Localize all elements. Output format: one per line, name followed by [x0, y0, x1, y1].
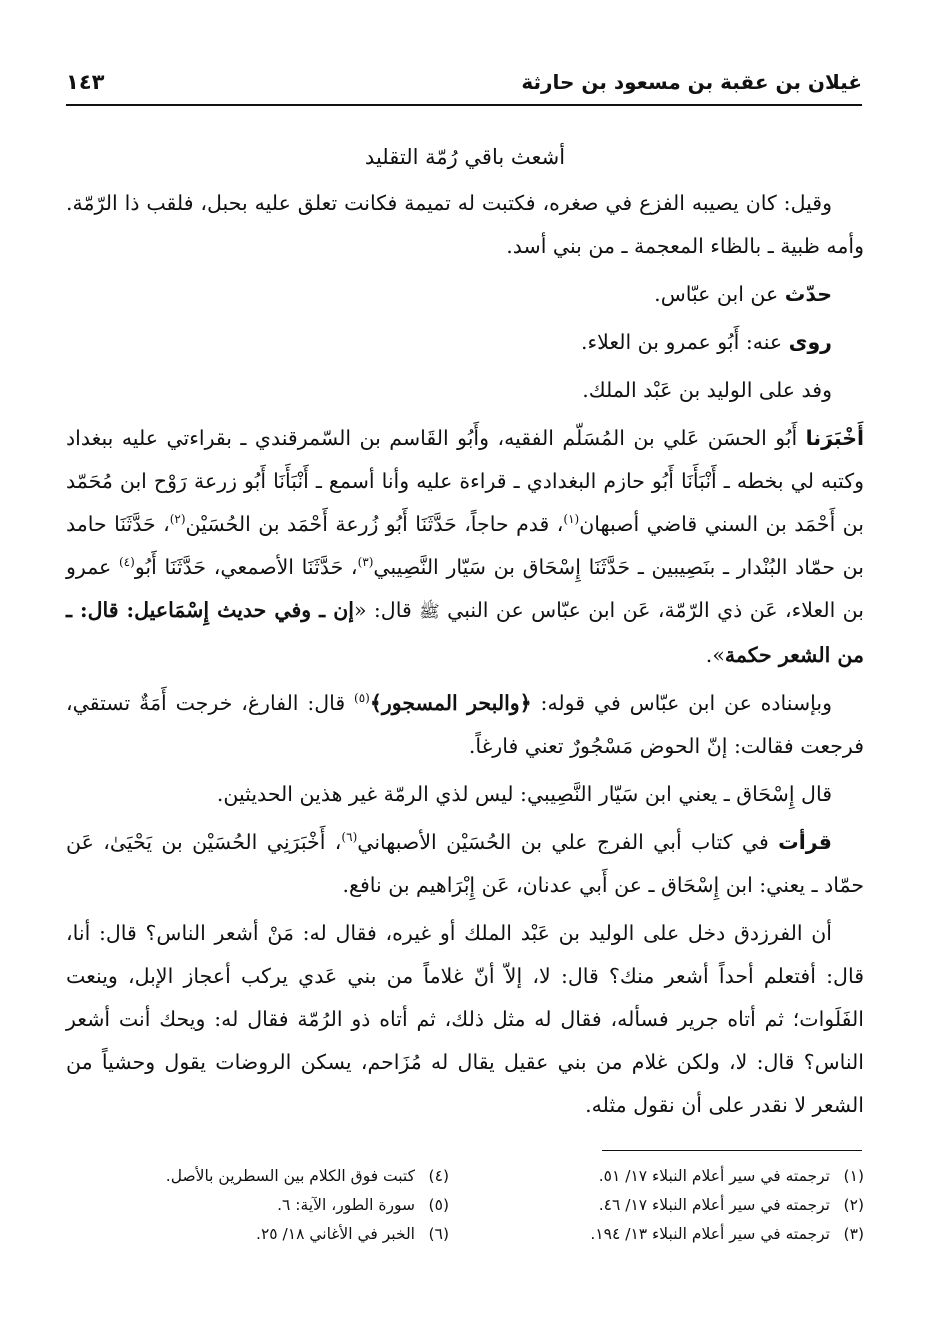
text-run: ، حَدَّثَنَا الأصمعي، حَدَّثَنَا أَبُو	[134, 555, 358, 579]
footnote-text: ترجمته في سير أعلام النبلاء ١٧/ ٥١.	[598, 1167, 830, 1185]
footnote	[64, 1162, 449, 1191]
text-run: ، قدم حاجاً، حَدَّثَنَا أَبُو زُرعة أَحْمَد بن الحُسَيْن	[185, 512, 564, 536]
page-number: ١٤٣	[66, 70, 105, 94]
paragraph	[66, 821, 864, 907]
footnote-rule	[602, 1150, 862, 1151]
keyword: حدّث	[784, 282, 832, 306]
footnote-text: ترجمته في سير أعلام النبلاء ١٧/ ٤٦.	[598, 1196, 830, 1214]
footnote-text: الخبر في الأغاني ١٨/ ٢٥.	[256, 1225, 415, 1243]
text-run: في كتاب أبي الفرج علي بن الحُسَيْن الأصبهاني	[357, 830, 779, 854]
keyword: أَخْبَرَنا	[805, 426, 864, 450]
footnote-marker: (٥)	[354, 691, 370, 706]
footnote-number: (٥)	[428, 1196, 449, 1214]
footnote	[479, 1162, 864, 1191]
keyword: قرأت	[778, 830, 832, 854]
footnote-number: (٢)	[843, 1196, 864, 1214]
paragraph	[66, 773, 864, 816]
footnote-number: (١)	[843, 1167, 864, 1185]
text-run: قال إِسْحَاق ـ يعني ابن سَيّار النَّصِيبي: ليس لذي الرمّة غير هذين الحديثين.	[216, 782, 832, 806]
main-text	[66, 138, 864, 1132]
text-run: أَبُو الحسَن عَلي بن المُسَلّم الفقيه، وأَبُو القَاسم بن السّمرقندي ـ بقراءتي عليه ببغداد وكتبه لي بخطه ـ أَنْبَأَنَا أَبُو حازم البغدادي ـ قراءة عليه وأنا أسمع ـ أَنْبَأَنَا أَبُو زرعة رَوْح ابن مُحَمّد بن أَحْمَد بن السني قاضي أصبهان	[66, 426, 864, 536]
paragraph	[66, 417, 864, 677]
text-run: ».	[705, 643, 725, 667]
text-run: ، أَخْبَرَنِي الحُسَيْن بن يَحْيَىٰ، عَن حمّاد ـ يعني: ابن إِسْحَاق ـ عن أَبي عدنان، عَن إِبْرَاهيم بن نافع.	[66, 830, 864, 897]
text-run: وفد على الوليد بن عَبْد الملك.	[582, 378, 832, 402]
text-run: قال: «	[353, 598, 420, 622]
header-rule	[66, 104, 862, 106]
keyword: روى	[788, 330, 832, 354]
text-run: وقيل: كان يصيبه الفزع في صغره، فكتبت له تميمة فكانت تعلق عليه بحبل، فلقب ذا الرّمّة. وأمه ظبية ـ بالظاء المعجمة ـ من بني أسد.	[66, 191, 864, 258]
paragraph	[66, 182, 864, 268]
footnotes-right-column	[479, 1162, 864, 1249]
paragraph	[66, 369, 864, 412]
running-head: غيلان بن عقبة بن مسعود بن حارثة	[521, 70, 862, 94]
footnote-number: (٣)	[843, 1225, 864, 1243]
bold-text: ﴿والبحر المسجور﴾	[369, 691, 532, 715]
footnote-marker: (٤)	[118, 555, 135, 570]
footnote-number: (٦)	[428, 1225, 449, 1243]
footnote-marker: (١)	[563, 512, 580, 527]
footnote-text: كتبت فوق الكلام بين السطرين بالأصل.	[165, 1167, 415, 1185]
text-run: وبإسناده عن ابن عبّاس في قوله:	[531, 691, 832, 715]
verse-line: أشعث باقي رُمّة التقليد	[364, 145, 566, 169]
paragraph	[66, 912, 864, 1127]
page-header	[66, 70, 862, 98]
footnote-text: سورة الطور، الآية: ٦.	[277, 1196, 415, 1214]
footnote-marker: (٢)	[169, 512, 186, 527]
text-run: قال: الفارغ، خرجت أَمَةٌ تستقي، فرجعت فقالت: إنّ الحوض مَسْجُورٌ تعني فارغاً.	[66, 691, 864, 758]
text-run: عمرو بن العلاء، عَن ذي الرّمّة، عَن ابن عبّاس عن النبي	[66, 555, 864, 622]
text-run: أن الفرزدق دخل على الوليد بن عَبْد الملك أو غيره، فقال له: مَنْ أشعر الناس؟ قال: أنا، قال: أفتعلم أحداً أشعر منك؟ قال: لا، إلاّ أنّ غلاماً من بني عَدي يركب أعجاز الإبل، وينعت الفَلَوات؛ ثم أتاه جرير فسأله، فقال له مثل ذلك، ثم أتاه ذو الرُمّة فقال له: ويحك أنت أشعر الناس؟ قال: لا، ولكن غلام من بني عقيل يقال له مُزَاحم، يسكن الروضات يقول وحشياً من الشعر لا نقدر على أن نقول مثله.	[66, 921, 864, 1117]
footnote	[479, 1220, 864, 1249]
footnote	[64, 1191, 449, 1220]
text-run: عنه: أَبُو عمرو بن العلاء.	[580, 330, 789, 354]
footnote	[479, 1191, 864, 1220]
paragraphs	[66, 182, 864, 1127]
text-run: عن ابن عبّاس.	[654, 282, 785, 306]
bold-text: إن ـ وفي حديث إِسْمَاعيل: قال: ـ من الشعر حكمة	[66, 598, 864, 667]
footnote-text: ترجمته في سير أعلام النبلاء ١٣/ ١٩٤.	[590, 1225, 830, 1243]
paragraph	[66, 273, 864, 316]
paragraph	[66, 321, 864, 364]
footnote	[64, 1220, 449, 1249]
footnote-marker: (٦)	[341, 830, 358, 845]
text-run: ، حَدَّثَنَا حامد بن حمّاد البُنْدار ـ بنَصِيبين ـ حَدَّثَنَا إِسْحَاق بن سَيّار النَّصِيبي	[66, 512, 864, 579]
footnote-number: (٤)	[428, 1167, 449, 1185]
footnotes-left-column	[64, 1162, 449, 1249]
honorific-glyph: ﷺ	[419, 602, 440, 622]
paragraph	[66, 682, 864, 768]
footnote-marker: (٣)	[357, 555, 374, 570]
